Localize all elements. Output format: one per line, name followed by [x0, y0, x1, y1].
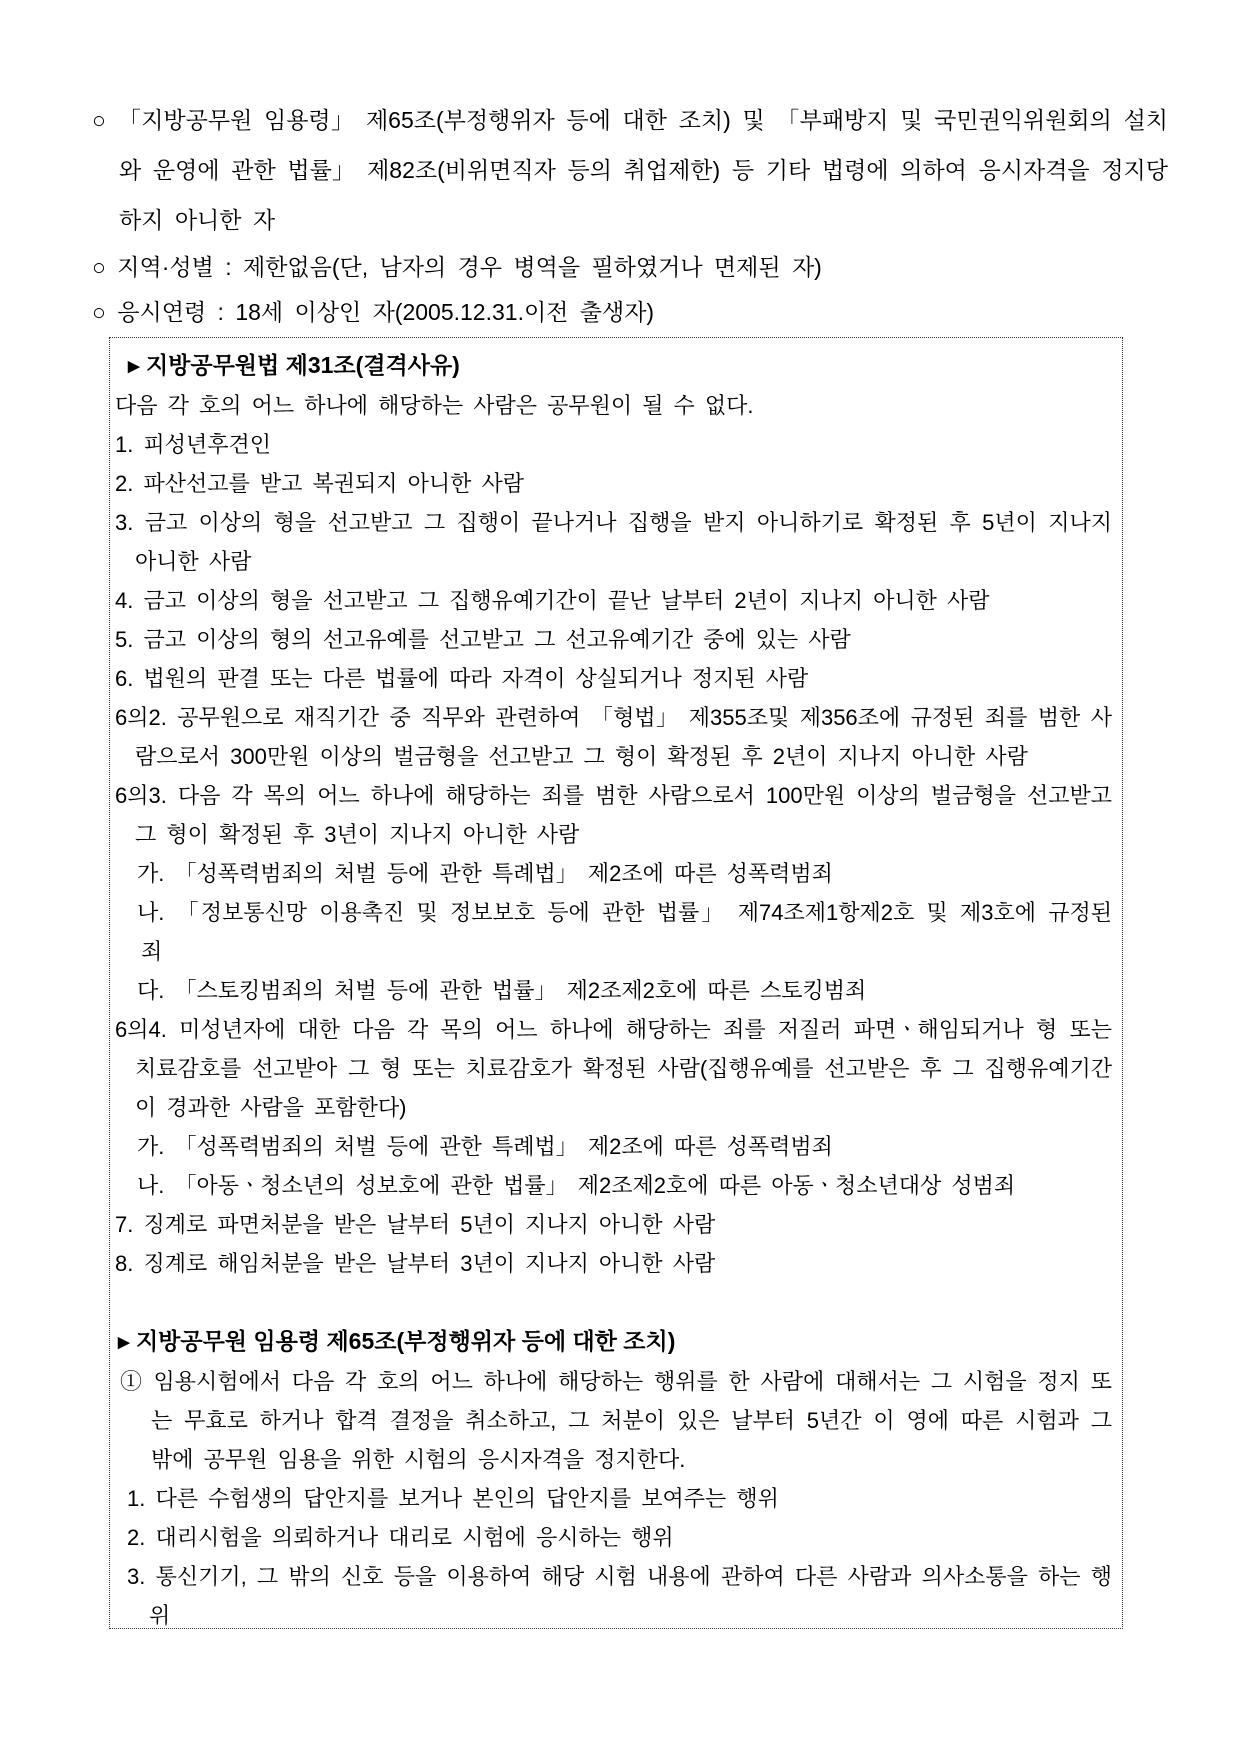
law-list-item [115, 1010, 1112, 1127]
item-text: 금고 이상의 형을 선고받고 그 집행이 끝나거나 집행을 받지 아니하기로 확정된 후 5년이 지나지 아니한 사람 [135, 510, 1112, 574]
item-number: 4. [115, 588, 134, 613]
item-text: 다른 수험생의 답안지를 보거나 본인의 답안지를 보여주는 행위 [155, 1486, 779, 1511]
item-number: 1. [115, 432, 134, 457]
law-list-item [115, 1244, 1112, 1283]
eligibility-bullet-list [92, 95, 1168, 335]
item-number: 가. [137, 1134, 165, 1159]
item-number: 3. [115, 510, 134, 535]
item-text: 통신기기, 그 밖의 신호 등을 이용하여 해당 시험 내용에 관하여 다른 사람과 의사소통을 하는 행위 [149, 1564, 1112, 1628]
item-text: 「성폭력범죄의 처벌 등에 관한 특례법」 제2조에 따른 성폭력범죄 [174, 1134, 833, 1159]
law-list-item [115, 464, 1112, 503]
section1-intro: 다음 각 호의 어느 하나에 해당하는 사람은 공무원이 될 수 없다. [115, 393, 754, 418]
law-list-item [120, 1362, 1112, 1479]
law-list-item [115, 1205, 1112, 1244]
law-list-item [115, 776, 1112, 854]
bullet-item [92, 290, 1168, 335]
item-text: 미성년자에 대한 다음 각 목의 어느 하나에 해당하는 죄를 저질러 파면ㆍ해임되거나 형 또는 치료감호를 선고받아 그 형 또는 치료감호가 확정된 사람(집행유예를 선고받은 후 그 집행유예기간이 경과한 사람을 포함한다) [135, 1017, 1112, 1120]
law-list-item [137, 1127, 1112, 1166]
circle-bullet-icon: ○ [92, 107, 107, 133]
law-list-item [137, 893, 1112, 971]
law-list-item [127, 1479, 1112, 1518]
item-number: 6의2. [115, 705, 167, 730]
law-list-item [137, 854, 1112, 893]
item-number: 가. [137, 861, 165, 886]
law-list-item [137, 971, 1112, 1010]
section1-title-text: 지방공무원법 제31조(결격사유) [145, 352, 460, 378]
circle-bullet-icon: ○ [92, 254, 106, 280]
section2-title [115, 1322, 1112, 1362]
item-text: 「스토킹범죄의 처벌 등에 관한 법률」 제2조제2호에 따른 스토킹범죄 [174, 978, 867, 1003]
law-list-item [127, 1557, 1112, 1629]
bullet-text: 지역·성별 : 제한없음(단, 남자의 경우 병역을 필하였거나 면제된 자) [117, 254, 822, 280]
law-list-item [115, 503, 1112, 581]
law-box [109, 337, 1123, 1629]
item-number: 6의3. [115, 783, 167, 808]
circle-bullet-icon: ○ [92, 299, 106, 325]
item-number: 2. [127, 1525, 146, 1550]
item-number: 6의4. [115, 1017, 167, 1042]
law-list-item [115, 620, 1112, 659]
item-number: 7. [115, 1212, 134, 1237]
item-text: 피성년후견인 [143, 432, 271, 457]
item-text: 임용시험에서 다음 각 호의 어느 하나에 해당하는 행위를 한 사람에 대해서는 그 시험을 정지 또는 무효로 하거나 합격 결정을 취소하고, 그 처분이 있은 날부터 5년간 이 영에 따른 시험과 그 밖에 공무원 임용을 위한 시험의 응시자격을 정지한다. [151, 1369, 1112, 1472]
item-text: 금고 이상의 형을 선고받고 그 집행유예기간이 끝난 날부터 2년이 지나지 아니한 사람 [143, 588, 990, 613]
item-number: 1. [127, 1486, 146, 1511]
item-number: 8. [115, 1251, 134, 1276]
item-number: 나. [137, 1173, 165, 1198]
item-text: 징계로 파면처분을 받은 날부터 5년이 지나지 아니한 사람 [143, 1212, 716, 1237]
bullet-item [92, 245, 1168, 290]
item-text: 징계로 해임처분을 받은 날부터 3년이 지나지 아니한 사람 [143, 1251, 716, 1276]
item-text: 다음 각 목의 어느 하나에 해당하는 죄를 범한 사람으로서 100만원 이상의 벌금형을 선고받고 그 형이 확정된 후 3년이 지나지 아니한 사람 [135, 783, 1112, 847]
bullet-text: 「지방공무원 임용령」 제65조(부정행위자 등에 대한 조치) 및 「부패방지 및 국민권익위원회의 설치와 운영에 관한 법률」 제82조(비위면직자 등의 취업제한) 등 기타 법령에 의하여 응시자격을 정지당하지 아니한 자 [117, 107, 1168, 233]
law-list-item [127, 1518, 1112, 1557]
item-text: 「아동ㆍ청소년의 성보호에 관한 법률」 제2조제2호에 따른 아동ㆍ청소년대상 성범죄 [174, 1173, 1016, 1198]
item-text: 「성폭력범죄의 처벌 등에 관한 특례법」 제2조에 따른 성폭력범죄 [174, 861, 833, 886]
law-list-item [137, 1166, 1112, 1205]
law-list-item [115, 698, 1112, 776]
item-number: 3. [127, 1564, 146, 1589]
item-text: 공무원으로 재직기간 중 직무와 관련하여 「형법」 제355조및 제356조에 규정된 죄를 범한 사람으로서 300만원 이상의 벌금형을 선고받고 그 형이 확정된 후 2년이 지나지 아니한 사람 [135, 705, 1112, 769]
section1-title [115, 346, 1112, 386]
law-list-item [115, 581, 1112, 620]
item-number: 6. [115, 666, 134, 691]
section2-title-text: 지방공무원 임용령 제65조(부정행위자 등에 대한 조치) [135, 1328, 676, 1354]
item-text: 파산선고를 받고 복권되지 아니한 사람 [143, 471, 524, 496]
section2-item-list [115, 1362, 1112, 1629]
item-text: 금고 이상의 형의 선고유예를 선고받고 그 선고유예기간 중에 있는 사람 [143, 627, 851, 652]
triangle-bullet-icon: ▶ [128, 358, 140, 375]
section1-item-list [115, 425, 1112, 1283]
item-text: 법원의 판결 또는 다른 법률에 따라 자격이 상실되거나 정지된 사람 [143, 666, 809, 691]
item-number: 2. [115, 471, 134, 496]
item-number: 다. [137, 978, 165, 1003]
law-list-item [115, 659, 1112, 698]
triangle-bullet-icon: ▶ [118, 1334, 130, 1351]
law-list-item [115, 425, 1112, 464]
bullet-text: 응시연령 : 18세 이상인 자(2005.12.31.이전 출생자) [117, 299, 655, 325]
item-number: 나. [137, 900, 165, 925]
item-text: 「정보통신망 이용촉진 및 정보보호 등에 관한 법률」 제74조제1항제2호 및 제3호에 규정된 죄 [141, 900, 1112, 964]
item-number: ① [120, 1369, 143, 1394]
item-number: 5. [115, 627, 134, 652]
bullet-item [92, 95, 1168, 245]
item-text: 대리시험을 의뢰하거나 대리로 시험에 응시하는 행위 [155, 1525, 674, 1550]
section-divider-space [115, 1283, 1112, 1322]
